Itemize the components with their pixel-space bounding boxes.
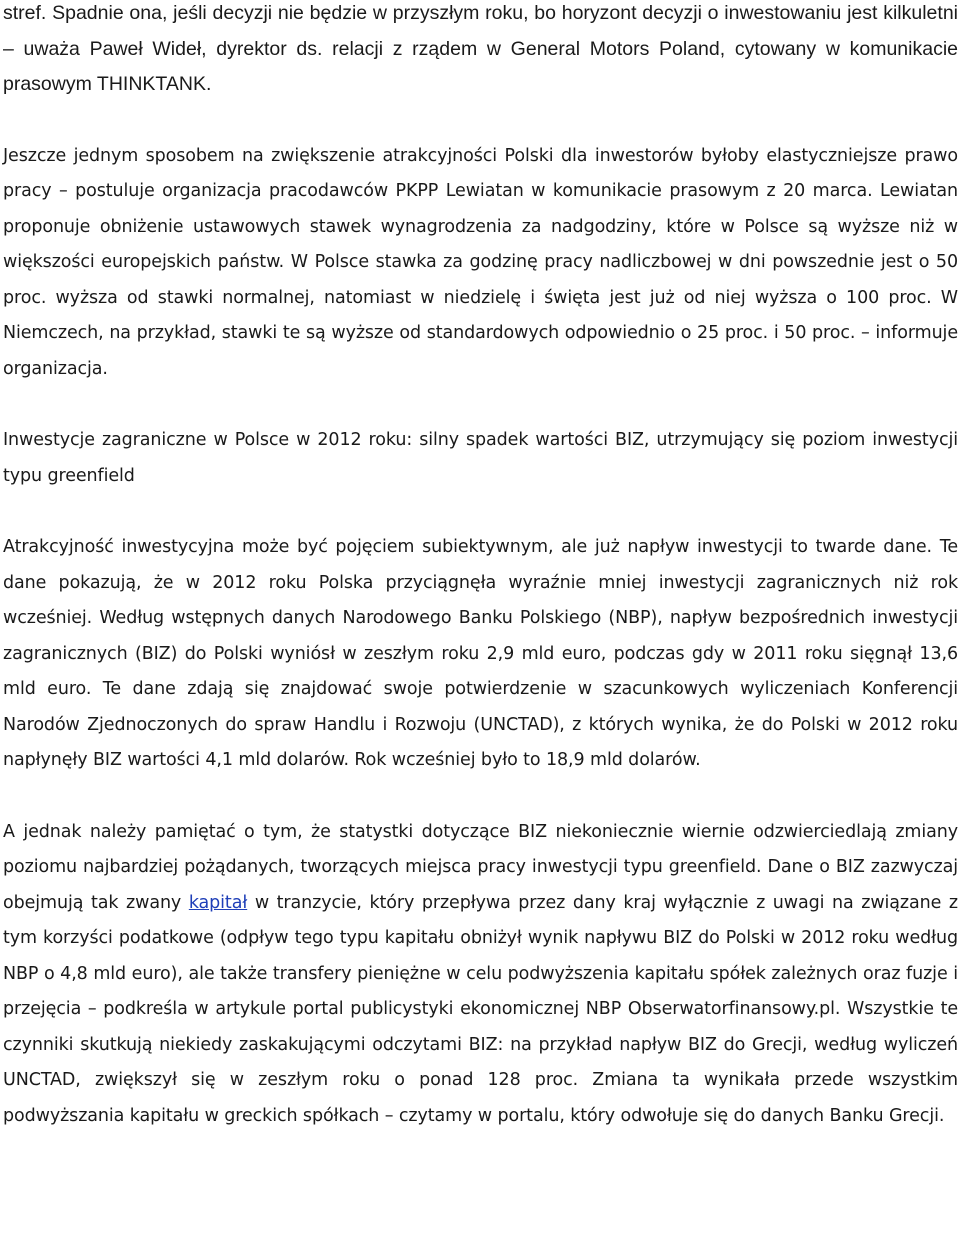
paragraph-gap	[3, 103, 958, 139]
paragraph-gap	[3, 494, 958, 530]
paragraph-gm-quote: stref. Spadnie ona, jeśli decyzji nie będzie w przyszłym roku, bo horyzont decyzji o inwestowaniu jest kilkuletni – uważa Paweł Wideł, dyrektor ds. relacji z rządem w General Motors Poland, cytowany w komunikacie prasowym THINKTANK.	[3, 2, 958, 95]
section-heading: Inwestycje zagraniczne w Polsce w 2012 roku: silny spadek wartości BIZ, utrzymujący się poziom inwestycji typu greenfield	[3, 430, 958, 486]
paragraph-labor-law: Jeszcze jednym sposobem na zwiększenie atrakcyjności Polski dla inwestorów byłoby elastyczniejsze prawo pracy – postuluje organizacja pracodawców PKPP Lewiatan w komunikacie prasowym z 20 marca. Lewiatan proponuje obniżenie ustawowych stawek wynagrodzenia za nadgodziny, które w Polsce są wyższe niż w większości europejskich państw. W Polsce stawka za godzinę pracy nadliczbowej w dni powszednie jest o 50 proc. wyższa od stawki normalnej, natomiast w niedzielę i święta jest już od niej wyższa o 100 proc. W Niemczech, na przykład, stawki te są wyższe od standardowych odpowiednio o 25 proc. i 50 proc. – informuje organizacja.	[3, 145, 958, 379]
paragraph-text-start: A jednak należy pamiętać o tym, że statystki dotyczące BIZ niekoniecznie wiernie odzwierciedlają zmiany poziomu najbardziej pożądanych, tworzących miejsca pracy inwestycji typu greenfield. Dane o BIZ zazwyczaj obejmują tak zwany	[3, 821, 958, 913]
paragraph-fdi-data: Atrakcyjność inwestycyjna może być pojęciem subiektywnym, ale już napływ inwestycji to twarde dane. Te dane pokazują, że w 2012 roku Polska przyciągnęła wyraźnie mniej inwestycji zagranicznych niż rok wcześniej. Według wstępnych danych Narodowego Banku Polskiego (NBP), napływ bezpośrednich inwestycji zagranicznych (BIZ) do Polski wyniósł w zeszłym roku 2,9 mld euro, podczas gdy w 2011 roku sięgnął 13,6 mld euro. Te dane zdają się znajdować swoje potwierdzenie w szacunkowych wyliczeniach Konferencji Narodów Zjednoczonych do spraw Handlu i Rozwoju (UNCTAD), z których wynika, że do Polski w 2012 roku napłynęły BIZ wartości 4,1 mld dolarów. Rok wcześniej było to 18,9 mld dolarów.	[3, 537, 958, 770]
paragraph-text-end: w tranzycie, który przepływa przez dany kraj wyłącznie z uwagi na związane z tym korzyści podatkowe (odpływ tego typu kapitału obniżył wynik napływu BIZ do Polski w 2012 roku według NBP o 4,8 mld euro), ale także transfery pieniężne w celu podwyższenia kapitału spółek zależnych oraz fuzje i przejęcia – podkreśla w artykule portal publicystyki ekonomicznej NBP Obserwatorfinansowy.pl. Wszystkie te czynniki skutkują niekiedy zaskakującymi odczytami BIZ: na przykład napływ BIZ do Grecji, według wyliczeń UNCTAD, zwiększył się w zeszłym roku o ponad 128 proc. Zmiana ta wynikała przede wszystkim podwyższania kapitału w greckich spółkach – czytamy w portalu, który odwołuje się do danych Banku Grecji.	[3, 892, 958, 1126]
paragraph-gap	[3, 387, 958, 423]
kapital-link[interactable]: kapitał	[188, 892, 248, 913]
paragraph-gap	[3, 779, 958, 815]
paragraph-fdi-caveat	[3, 815, 958, 1135]
